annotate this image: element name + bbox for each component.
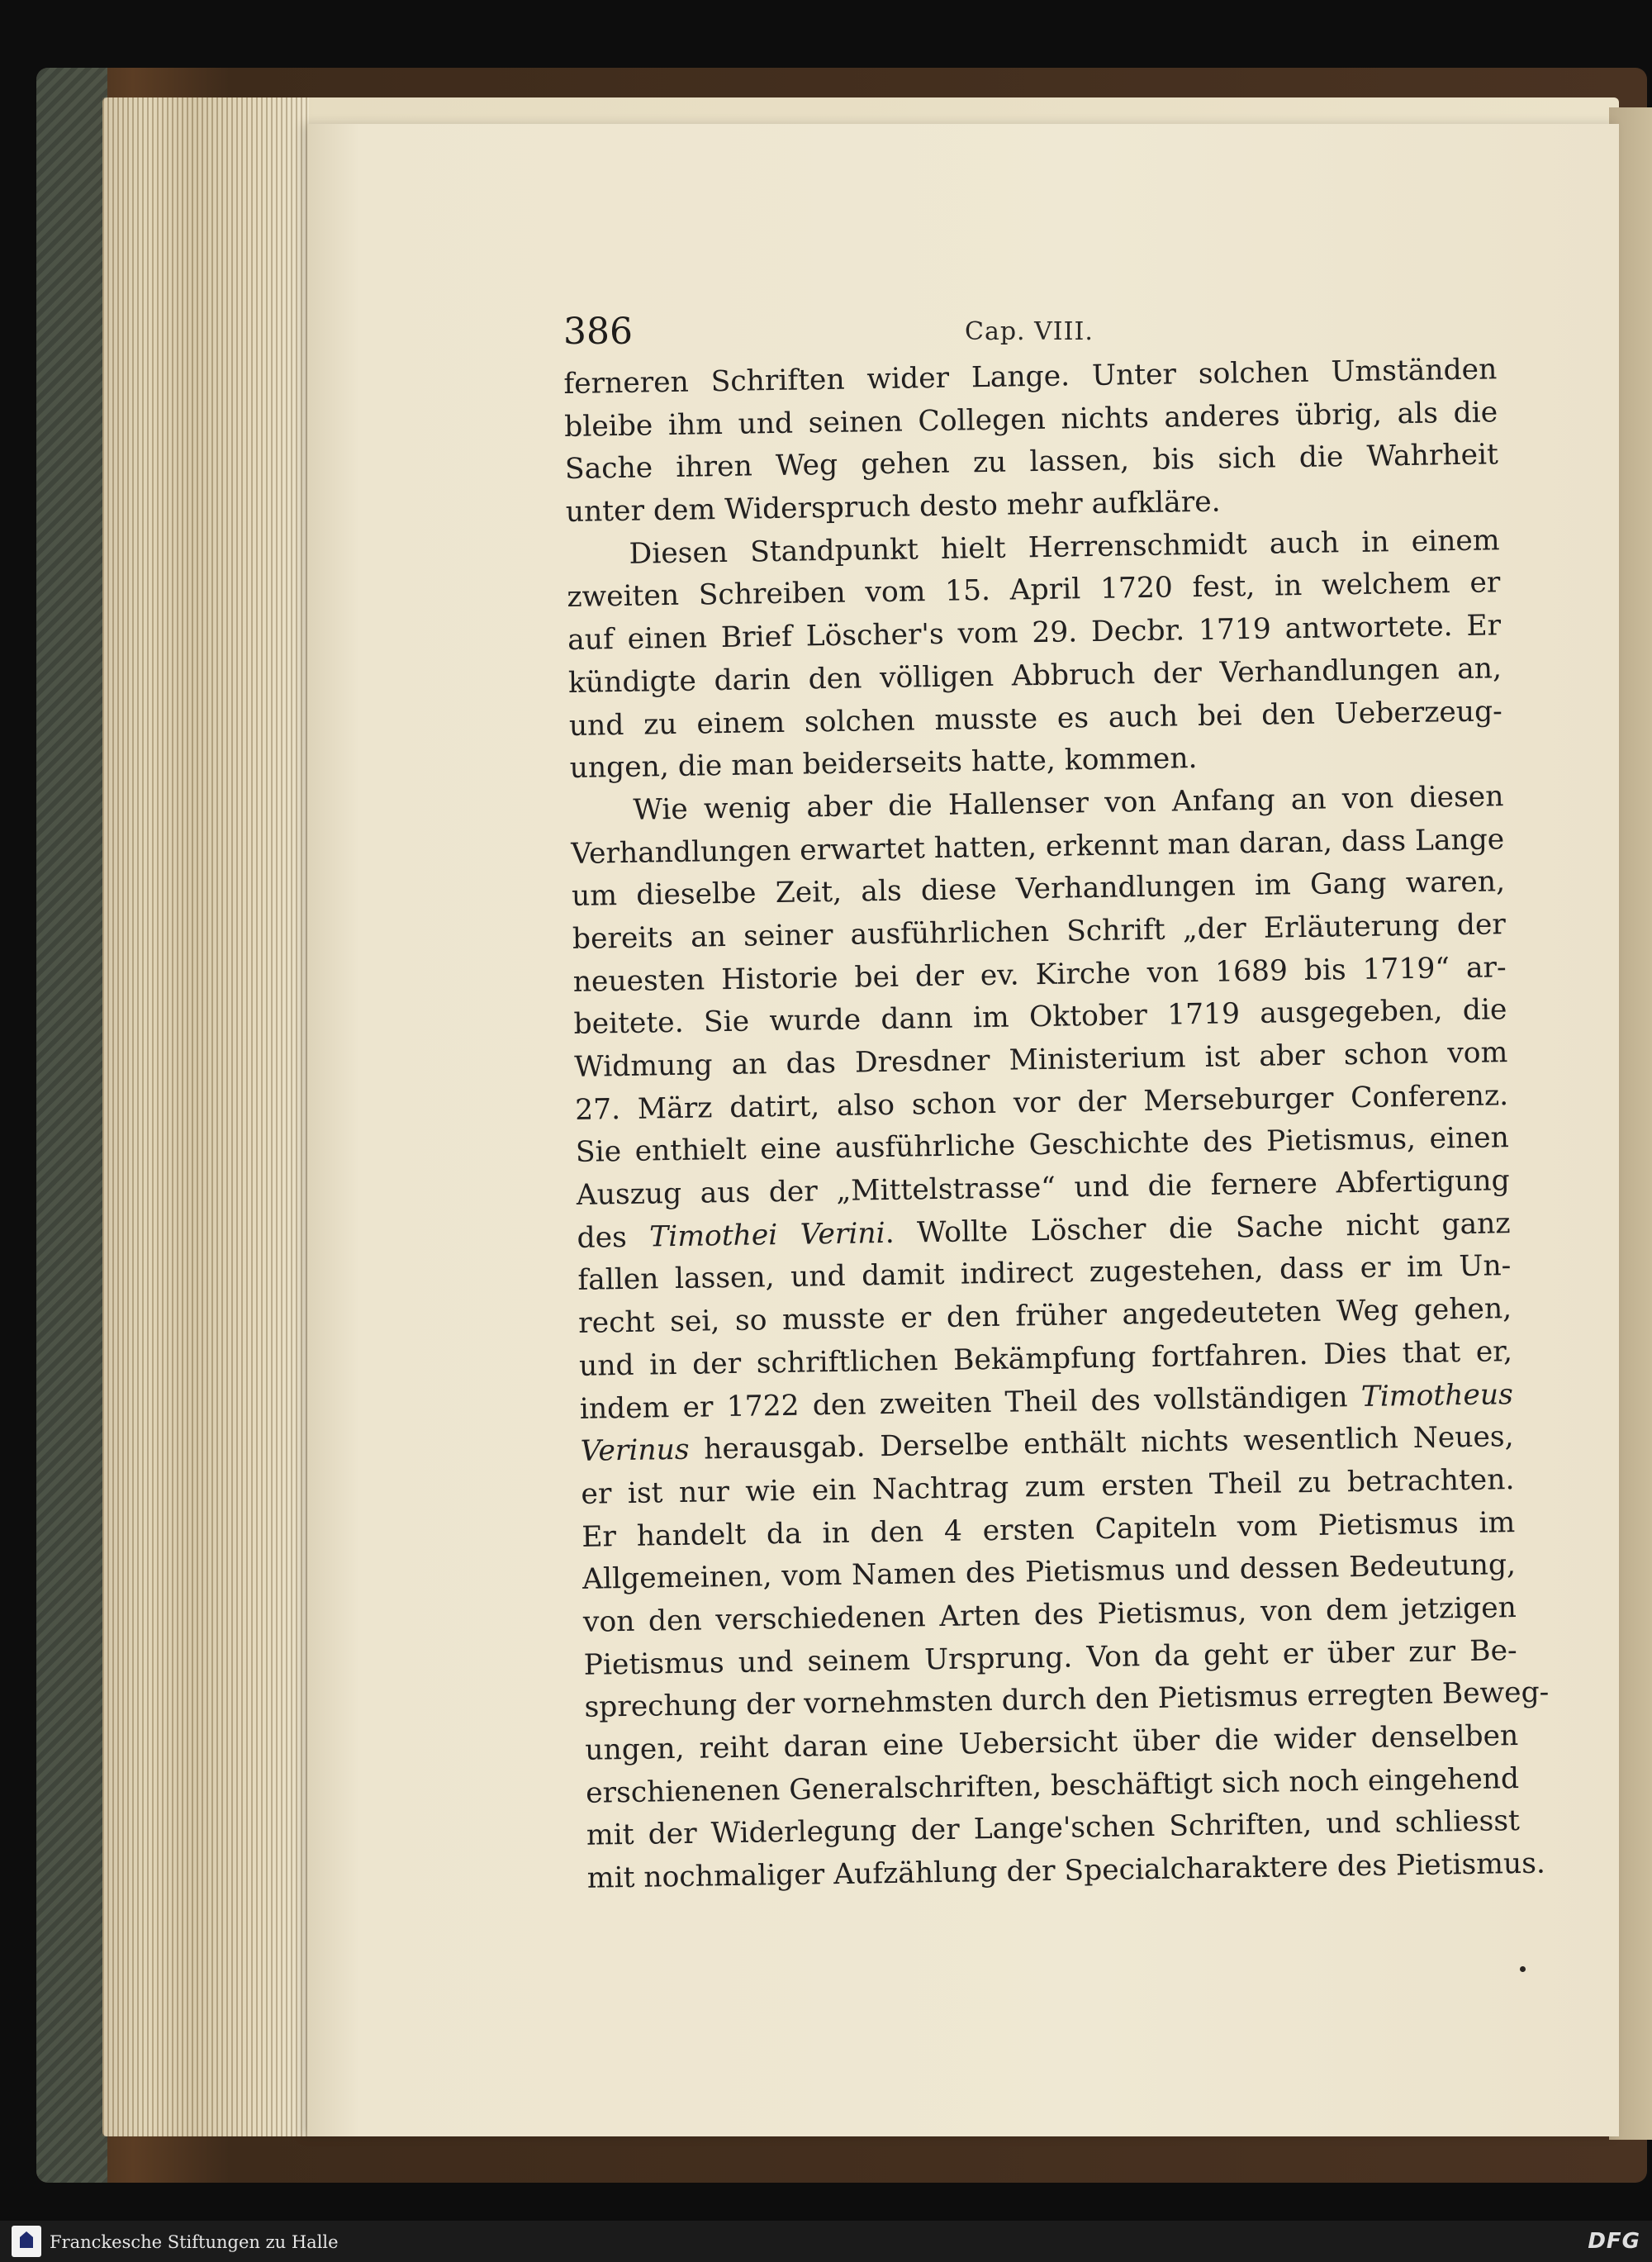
- body-text: [563, 349, 1550, 1900]
- text-line: um dieselbe Zeit, als diese Verhandlungen im Gang waren,: [571, 865, 1506, 914]
- institution-logo-icon: [12, 2226, 41, 2257]
- text-line: bleibe ihm und seinen Collegen nichts anderes übrig, als die: [563, 395, 1498, 444]
- text-line-italic: des Timothei Verini. Wollte Löscher die Sache nicht ganz: [577, 1206, 1511, 1255]
- text-line: und in der schriftlichen Bekämpfung fortfahren. Dies that er,: [578, 1334, 1513, 1383]
- dfg-logo: DFG: [1588, 2229, 1640, 2254]
- text-line: Widmung an das Dresdner Ministerium ist aber schon vom: [574, 1036, 1508, 1084]
- text-line: Wie wenig aber die Hallenser von Anfang an von diesen: [633, 780, 1504, 827]
- text-line: zweiten Schreiben vom 15. April 1720 fest, in welchem er: [567, 566, 1501, 615]
- text-line: unter dem Widerspruch desto mehr aufkläre.: [565, 485, 1221, 530]
- text-line: indem er 1722 den zweiten Theil des vollständigen Timotheus: [579, 1377, 1514, 1426]
- page-number: 386: [563, 311, 633, 353]
- text-line: Diesen Standpunkt hielt Herrenschmidt auch in einem: [629, 523, 1500, 571]
- text-line: Verinus herausgab. Derselbe enthält nichts wesentlich Neues,: [580, 1420, 1514, 1469]
- page-edges: [102, 97, 309, 2136]
- text-line: von den verschiedenen Arten des Pietismus, von dem jetzigen: [582, 1591, 1517, 1639]
- text-line: Verhandlungen erwartet hatten, erkennt man daran, dass Lange: [571, 822, 1505, 871]
- text-line: sprechung der vornehmsten durch den Pietismus erregten Beweg-: [584, 1675, 1550, 1725]
- text-line: Auszug aus der „Mittelstrasse“ und die fernere Abfertigung: [576, 1164, 1510, 1212]
- text-line: erschienenen Generalschriften, beschäftigt sich noch eingehend: [585, 1761, 1520, 1810]
- text-line: mit der Widerlegung der Lange'schen Schriften, und schliesst: [586, 1804, 1521, 1853]
- text-line: recht sei, so musste er den früher angedeuteten Weg gehen,: [577, 1292, 1512, 1340]
- text-line: ungen, reiht daran eine Uebersicht über die wider denselben: [585, 1719, 1519, 1767]
- text-line: mit nochmaliger Aufzählung der Specialcharaktere des Pietismus.: [586, 1846, 1546, 1895]
- text-line: 27. März datirt, also schon vor der Merseburger Conferenz.: [574, 1078, 1509, 1127]
- text-line: Sache ihren Weg gehen zu lassen, bis sich die Wahrheit: [564, 438, 1499, 487]
- text-line: beitete. Sie wurde dann im Oktober 1719 ausgegeben, die: [573, 993, 1507, 1042]
- text-line: kündigte darin den völligen Abbruch der Verhandlungen an,: [567, 652, 1502, 700]
- text-line: er ist nur wie ein Nachtrag zum ersten Theil zu betrachten.: [581, 1462, 1515, 1511]
- institution-name: Franckesche Stiftungen zu Halle: [50, 2232, 339, 2252]
- text-line: ferneren Schriften wider Lange. Unter solchen Umständen: [563, 353, 1498, 401]
- text-line: und zu einem solchen musste es auch bei den Ueberzeug-: [568, 694, 1503, 743]
- text-line: bereits an seiner ausführlichen Schrift „der Erläuterung der: [572, 908, 1507, 956]
- ink-speck: [1520, 1966, 1526, 1972]
- text-line: Sie enthielt eine ausführliche Geschichte des Pietismus, einen: [575, 1121, 1510, 1170]
- text-line: Er handelt da in den 4 ersten Capiteln vom Pietismus im: [581, 1505, 1516, 1554]
- text-line: Allgemeinen, vom Namen des Pietismus und dessen Bedeutung,: [582, 1548, 1517, 1597]
- text-line: fallen lassen, und damit indirect zugestehen, dass er im Un-: [577, 1249, 1512, 1298]
- running-head: Cap. VIII.: [965, 317, 1094, 346]
- text-line: Pietismus und seinem Ursprung. Von da geht er über zur Be-: [583, 1633, 1517, 1682]
- text-line: neuesten Historie bei der ev. Kirche von 1689 bis 1719“ ar-: [572, 950, 1507, 999]
- book-spine-cloth: [36, 68, 107, 2183]
- text-line: auf einen Brief Löscher's vom 29. Decbr. 1719 antwortete. Er: [567, 609, 1502, 658]
- text-line: ungen, die man beiderseits hatte, kommen.: [569, 742, 1198, 786]
